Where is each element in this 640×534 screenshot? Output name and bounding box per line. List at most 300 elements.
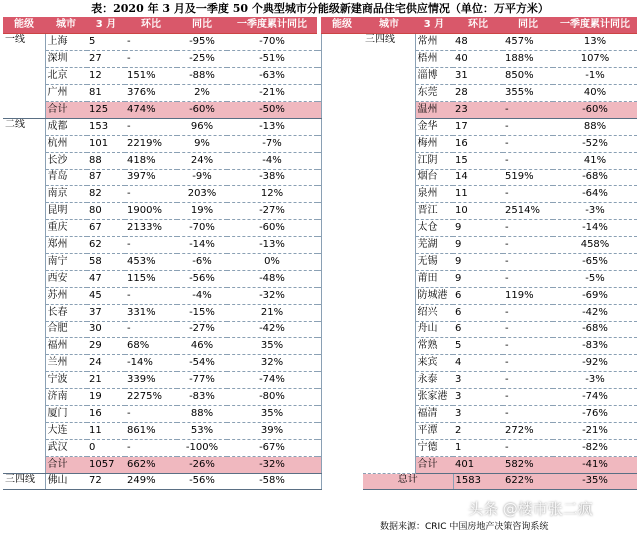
cell-mom: 2219%	[125, 135, 177, 152]
cell-march: 6	[453, 321, 503, 338]
column-separator	[321, 439, 363, 456]
cell-city: 张家港	[415, 389, 453, 406]
cell-city: 大连	[45, 422, 87, 439]
cell-city: 永泰	[415, 372, 453, 389]
cell-yoy: -1%	[553, 68, 637, 85]
cell-yoy: -27%	[177, 321, 227, 338]
cell-mom: -	[503, 152, 553, 169]
cell-mom: -	[503, 372, 553, 389]
cell-yoy: -65%	[553, 253, 637, 270]
cell-mom: -	[503, 186, 553, 203]
cell-city: 杭州	[45, 135, 87, 152]
column-separator	[321, 304, 363, 321]
cell-mom: 339%	[125, 372, 177, 389]
column-separator	[321, 405, 363, 422]
cell-march: 12	[87, 68, 125, 85]
cell-march: 28	[453, 85, 503, 102]
cell-city: 苏州	[45, 287, 87, 304]
cell-march: 125	[87, 101, 125, 118]
column-separator	[321, 422, 363, 439]
table-title: 表：2020 年 3 月及一季度 50 个典型城市分能级新建商品住宅供应情况（单位：万平方米）	[91, 2, 549, 15]
cell-march: 31	[453, 68, 503, 85]
cell-march: 37	[87, 304, 125, 321]
cell-q1-yoy: -67%	[227, 439, 317, 456]
header-mom-right: 环比	[453, 17, 503, 34]
cell-march: 10	[453, 203, 503, 220]
cell-city: 无锡	[415, 253, 453, 270]
cell-march: 153	[87, 118, 125, 135]
cell-march: 3	[453, 372, 503, 389]
cell-yoy: -26%	[177, 456, 227, 473]
column-separator	[321, 270, 363, 287]
cell-city: 厦门	[45, 405, 87, 422]
cell-city: 佛山	[45, 473, 87, 490]
cell-mom: -	[125, 237, 177, 254]
cell-q1-yoy: -32%	[227, 456, 317, 473]
cell-march: 80	[87, 203, 125, 220]
cell-march: 5	[87, 34, 125, 51]
cell-city: 兰州	[45, 355, 87, 372]
header-yoy: 同比	[177, 17, 227, 34]
cell-yoy: -77%	[177, 372, 227, 389]
cell-q1-yoy: -13%	[227, 118, 317, 135]
cell-city: 泉州	[415, 186, 453, 203]
cell-city: 舟山	[415, 321, 453, 338]
column-separator	[321, 51, 363, 68]
cell-yoy: -69%	[553, 287, 637, 304]
cell-march: 27	[87, 51, 125, 68]
cell-mom: 519%	[503, 169, 553, 186]
cell-mom: 474%	[125, 101, 177, 118]
cell-mom: -	[503, 304, 553, 321]
cell-march: 16	[453, 135, 503, 152]
cell-yoy: -42%	[553, 304, 637, 321]
cell-q1-yoy: 35%	[227, 338, 317, 355]
table-row	[3, 186, 637, 203]
cell-q1-yoy: -7%	[227, 135, 317, 152]
cell-q1-yoy: -74%	[227, 372, 317, 389]
table-row	[3, 51, 637, 68]
cell-city: 防城港	[415, 287, 453, 304]
cell-mom: 376%	[125, 85, 177, 102]
cell-march: 9	[453, 237, 503, 254]
table-row	[3, 135, 637, 152]
tier-label: 一线	[3, 34, 45, 118]
cell-q1-yoy: -27%	[227, 203, 317, 220]
cell-city: 芜湖	[415, 237, 453, 254]
cell-yoy: -14%	[553, 220, 637, 237]
cell-yoy: 53%	[177, 422, 227, 439]
header-row	[3, 17, 637, 34]
cell-city: 福清	[415, 405, 453, 422]
cell-march: 14	[453, 169, 503, 186]
header-q1-yoy: 一季度累计同比	[227, 17, 317, 34]
cell-march: 45	[87, 287, 125, 304]
cell-yoy: 88%	[177, 405, 227, 422]
cell-march: 81	[87, 85, 125, 102]
cell-march: 29	[87, 338, 125, 355]
table-row	[3, 372, 637, 389]
cell-march: 2	[453, 422, 503, 439]
cell-yoy: -52%	[553, 135, 637, 152]
column-separator	[321, 135, 363, 152]
total-march: 1583	[453, 473, 503, 490]
cell-mom: 151%	[125, 68, 177, 85]
cell-mom: 418%	[125, 152, 177, 169]
table-row	[3, 355, 637, 372]
cell-q1-yoy: -60%	[227, 220, 317, 237]
cell-q1-yoy: -42%	[227, 321, 317, 338]
cell-march: 58	[87, 253, 125, 270]
column-separator	[321, 253, 363, 270]
header-march: 3 月	[87, 17, 125, 34]
cell-march: 17	[453, 118, 503, 135]
cell-mom: 188%	[503, 51, 553, 68]
cell-mom: -	[125, 405, 177, 422]
cell-march: 1057	[87, 456, 125, 473]
table-row	[3, 473, 637, 490]
table-row	[3, 422, 637, 439]
cell-march: 24	[87, 355, 125, 372]
cell-march: 16	[87, 405, 125, 422]
cell-city: 金华	[415, 118, 453, 135]
cell-yoy: -92%	[553, 355, 637, 372]
cell-mom: 249%	[125, 473, 177, 490]
cell-march: 5	[453, 338, 503, 355]
cell-march: 9	[453, 220, 503, 237]
cell-mom: 272%	[503, 422, 553, 439]
column-separator	[321, 169, 363, 186]
cell-mom: -	[503, 270, 553, 287]
cell-city: 合计	[45, 101, 87, 118]
cell-city: 成都	[45, 118, 87, 135]
cell-mom: -	[503, 405, 553, 422]
cell-city: 烟台	[415, 169, 453, 186]
cell-mom: 457%	[503, 34, 553, 51]
cell-mom: 115%	[125, 270, 177, 287]
cell-mom: 2133%	[125, 220, 177, 237]
cell-mom: -	[125, 439, 177, 456]
cell-q1-yoy: 12%	[227, 186, 317, 203]
cell-yoy: 41%	[553, 152, 637, 169]
table-row	[3, 304, 637, 321]
cell-city: 宁德	[415, 439, 453, 456]
cell-yoy: -68%	[553, 169, 637, 186]
cell-mom: 861%	[125, 422, 177, 439]
header-mom: 环比	[125, 17, 177, 34]
cell-mom: 582%	[503, 456, 553, 473]
column-separator	[321, 203, 363, 220]
cell-city: 常熟	[415, 338, 453, 355]
cell-mom: -	[503, 220, 553, 237]
cell-q1-yoy: -21%	[227, 85, 317, 102]
header-q1-yoy-right: 一季度累计同比	[553, 17, 637, 34]
column-separator	[321, 321, 363, 338]
cell-yoy: -60%	[553, 101, 637, 118]
cell-yoy: -83%	[553, 338, 637, 355]
cell-yoy: -100%	[177, 439, 227, 456]
cell-yoy: -6%	[177, 253, 227, 270]
total-yoy: -35%	[553, 473, 637, 490]
cell-city: 温州	[415, 101, 453, 118]
cell-yoy: -15%	[177, 304, 227, 321]
cell-yoy: 88%	[553, 118, 637, 135]
cell-yoy: -82%	[553, 439, 637, 456]
cell-mom: 850%	[503, 68, 553, 85]
cell-q1-yoy: -70%	[227, 34, 317, 51]
column-separator	[321, 118, 363, 135]
data-source: 数据来源：CRIC 中国房地产决策咨询系统	[380, 522, 549, 532]
cell-mom: -	[125, 118, 177, 135]
cell-city: 东莞	[415, 85, 453, 102]
cell-city: 青岛	[45, 169, 87, 186]
cell-mom: -	[125, 34, 177, 51]
cell-city: 梧州	[415, 51, 453, 68]
cell-mom: -	[503, 355, 553, 372]
cell-city: 昆明	[45, 203, 87, 220]
cell-q1-yoy: 35%	[227, 405, 317, 422]
table-row	[3, 270, 637, 287]
cell-mom: -	[503, 118, 553, 135]
cell-city: 梅州	[415, 135, 453, 152]
cell-march: 48	[453, 34, 503, 51]
cell-city: 江阴	[415, 152, 453, 169]
cell-mom: -	[503, 253, 553, 270]
cell-march: 4	[453, 355, 503, 372]
header-city-right: 城市	[363, 17, 415, 34]
header-yoy-right: 同比	[503, 17, 553, 34]
cell-march: 62	[87, 237, 125, 254]
cell-march: 11	[453, 186, 503, 203]
cell-yoy: -88%	[177, 68, 227, 85]
column-separator	[321, 287, 363, 304]
cell-q1-yoy: 0%	[227, 253, 317, 270]
tier-label: 三四线	[3, 473, 45, 490]
cell-march: 6	[453, 287, 503, 304]
cell-march: 87	[87, 169, 125, 186]
cell-march: 11	[87, 422, 125, 439]
cell-yoy: -64%	[553, 186, 637, 203]
cell-mom: -	[503, 135, 553, 152]
cell-yoy: -76%	[553, 405, 637, 422]
table-row	[3, 68, 637, 85]
cell-yoy: 458%	[553, 237, 637, 254]
cell-city: 广州	[45, 85, 87, 102]
cell-q1-yoy: -4%	[227, 152, 317, 169]
cell-march: 30	[87, 321, 125, 338]
cell-city: 南京	[45, 186, 87, 203]
cell-mom: -	[503, 101, 553, 118]
cell-yoy: 40%	[553, 85, 637, 102]
header-tier-right: 能级	[321, 17, 363, 34]
table-row	[3, 101, 637, 118]
cell-yoy: -21%	[553, 422, 637, 439]
cell-yoy: -4%	[177, 287, 227, 304]
cell-city: 来宾	[415, 355, 453, 372]
table-row	[3, 321, 637, 338]
table-row	[3, 118, 637, 135]
cell-mom: -	[503, 237, 553, 254]
cell-yoy: -74%	[553, 389, 637, 406]
cell-march: 9	[453, 253, 503, 270]
cell-city: 北京	[45, 68, 87, 85]
cell-yoy: -70%	[177, 220, 227, 237]
cell-yoy: -9%	[177, 169, 227, 186]
total-label: 总计	[363, 473, 453, 490]
cell-yoy: 107%	[553, 51, 637, 68]
cell-march: 21	[87, 372, 125, 389]
cell-city: 长沙	[45, 152, 87, 169]
table-row	[3, 169, 637, 186]
cell-city: 莆田	[415, 270, 453, 287]
column-separator	[321, 355, 363, 372]
cell-city: 武汉	[45, 439, 87, 456]
column-separator	[321, 338, 363, 355]
cell-yoy: 9%	[177, 135, 227, 152]
cell-mom: 119%	[503, 287, 553, 304]
table-row	[3, 389, 637, 406]
cell-yoy: -5%	[553, 270, 637, 287]
cell-city: 绍兴	[415, 304, 453, 321]
cell-march: 67	[87, 220, 125, 237]
cell-q1-yoy: -58%	[227, 473, 317, 490]
cell-mom: 2514%	[503, 203, 553, 220]
column-separator	[321, 456, 363, 473]
cell-yoy: 13%	[553, 34, 637, 51]
watermark: 头条 @楼市张二疯	[468, 500, 593, 518]
cell-yoy: 19%	[177, 203, 227, 220]
tier-label: 二线	[3, 118, 45, 473]
cell-yoy: -60%	[177, 101, 227, 118]
cell-yoy: 2%	[177, 85, 227, 102]
cell-city: 福州	[45, 338, 87, 355]
cell-yoy: -14%	[177, 237, 227, 254]
cell-q1-yoy: -13%	[227, 237, 317, 254]
cell-mom: 68%	[125, 338, 177, 355]
cell-city: 重庆	[45, 220, 87, 237]
total-mom: 622%	[503, 473, 553, 490]
cell-march: 23	[453, 101, 503, 118]
table-row	[3, 338, 637, 355]
cell-mom: -	[503, 338, 553, 355]
cell-city: 合计	[415, 456, 453, 473]
table-row	[3, 203, 637, 220]
cell-mom: 2275%	[125, 389, 177, 406]
cell-mom: -	[125, 287, 177, 304]
cell-march: 401	[453, 456, 503, 473]
cell-q1-yoy: 32%	[227, 355, 317, 372]
table-row	[3, 287, 637, 304]
cell-march: 40	[453, 51, 503, 68]
header-march-right: 3 月	[415, 17, 453, 34]
cell-mom: -	[503, 439, 553, 456]
cell-mom: 662%	[125, 456, 177, 473]
cell-march: 47	[87, 270, 125, 287]
column-separator	[321, 372, 363, 389]
cell-q1-yoy: -51%	[227, 51, 317, 68]
cell-city: 太仓	[415, 220, 453, 237]
header-city: 城市	[45, 17, 87, 34]
cell-march: 0	[87, 439, 125, 456]
cell-yoy: -83%	[177, 389, 227, 406]
cell-march: 9	[453, 270, 503, 287]
cell-city: 常州	[415, 34, 453, 51]
table-row	[3, 34, 637, 51]
column-separator	[321, 101, 363, 118]
cell-march: 72	[87, 473, 125, 490]
cell-yoy: 203%	[177, 186, 227, 203]
cell-city: 南宁	[45, 253, 87, 270]
table-row	[3, 456, 637, 473]
cell-mom: 355%	[503, 85, 553, 102]
supply-table	[3, 17, 637, 490]
cell-yoy: -95%	[177, 34, 227, 51]
column-separator	[321, 152, 363, 169]
column-separator	[321, 68, 363, 85]
cell-city: 合计	[45, 456, 87, 473]
cell-q1-yoy: -48%	[227, 270, 317, 287]
cell-mom: 397%	[125, 169, 177, 186]
table-row	[3, 405, 637, 422]
cell-yoy: -68%	[553, 321, 637, 338]
cell-yoy: 96%	[177, 118, 227, 135]
cell-city: 上海	[45, 34, 87, 51]
cell-q1-yoy: -50%	[227, 101, 317, 118]
cell-yoy: -56%	[177, 473, 227, 490]
cell-yoy: -56%	[177, 270, 227, 287]
column-separator	[321, 186, 363, 203]
cell-yoy: -3%	[553, 203, 637, 220]
cell-q1-yoy: -80%	[227, 389, 317, 406]
cell-mom: -	[125, 321, 177, 338]
column-separator	[321, 34, 363, 51]
cell-city: 晋江	[415, 203, 453, 220]
cell-mom: -	[503, 389, 553, 406]
table-row	[3, 220, 637, 237]
column-separator	[321, 220, 363, 237]
cell-city: 西安	[45, 270, 87, 287]
cell-city: 淄博	[415, 68, 453, 85]
cell-mom: -14%	[125, 355, 177, 372]
cell-march: 15	[453, 152, 503, 169]
cell-march: 3	[453, 405, 503, 422]
table-row	[3, 237, 637, 254]
cell-city: 平潭	[415, 422, 453, 439]
table-row	[3, 253, 637, 270]
cell-yoy: -3%	[553, 372, 637, 389]
cell-march: 1	[453, 439, 503, 456]
cell-city: 长春	[45, 304, 87, 321]
cell-mom: -	[125, 51, 177, 68]
cell-mom: -	[125, 186, 177, 203]
cell-march: 88	[87, 152, 125, 169]
cell-mom: 331%	[125, 304, 177, 321]
table-row	[3, 439, 637, 456]
cell-mom: -	[503, 321, 553, 338]
cell-mom: 1900%	[125, 203, 177, 220]
cell-q1-yoy: 21%	[227, 304, 317, 321]
cell-city: 济南	[45, 389, 87, 406]
cell-city: 深圳	[45, 51, 87, 68]
cell-march: 101	[87, 135, 125, 152]
cell-city: 宁波	[45, 372, 87, 389]
table-row	[3, 85, 637, 102]
header-tier: 能级	[3, 17, 45, 34]
cell-yoy: -25%	[177, 51, 227, 68]
cell-q1-yoy: -63%	[227, 68, 317, 85]
cell-q1-yoy: 39%	[227, 422, 317, 439]
column-separator	[321, 237, 363, 254]
